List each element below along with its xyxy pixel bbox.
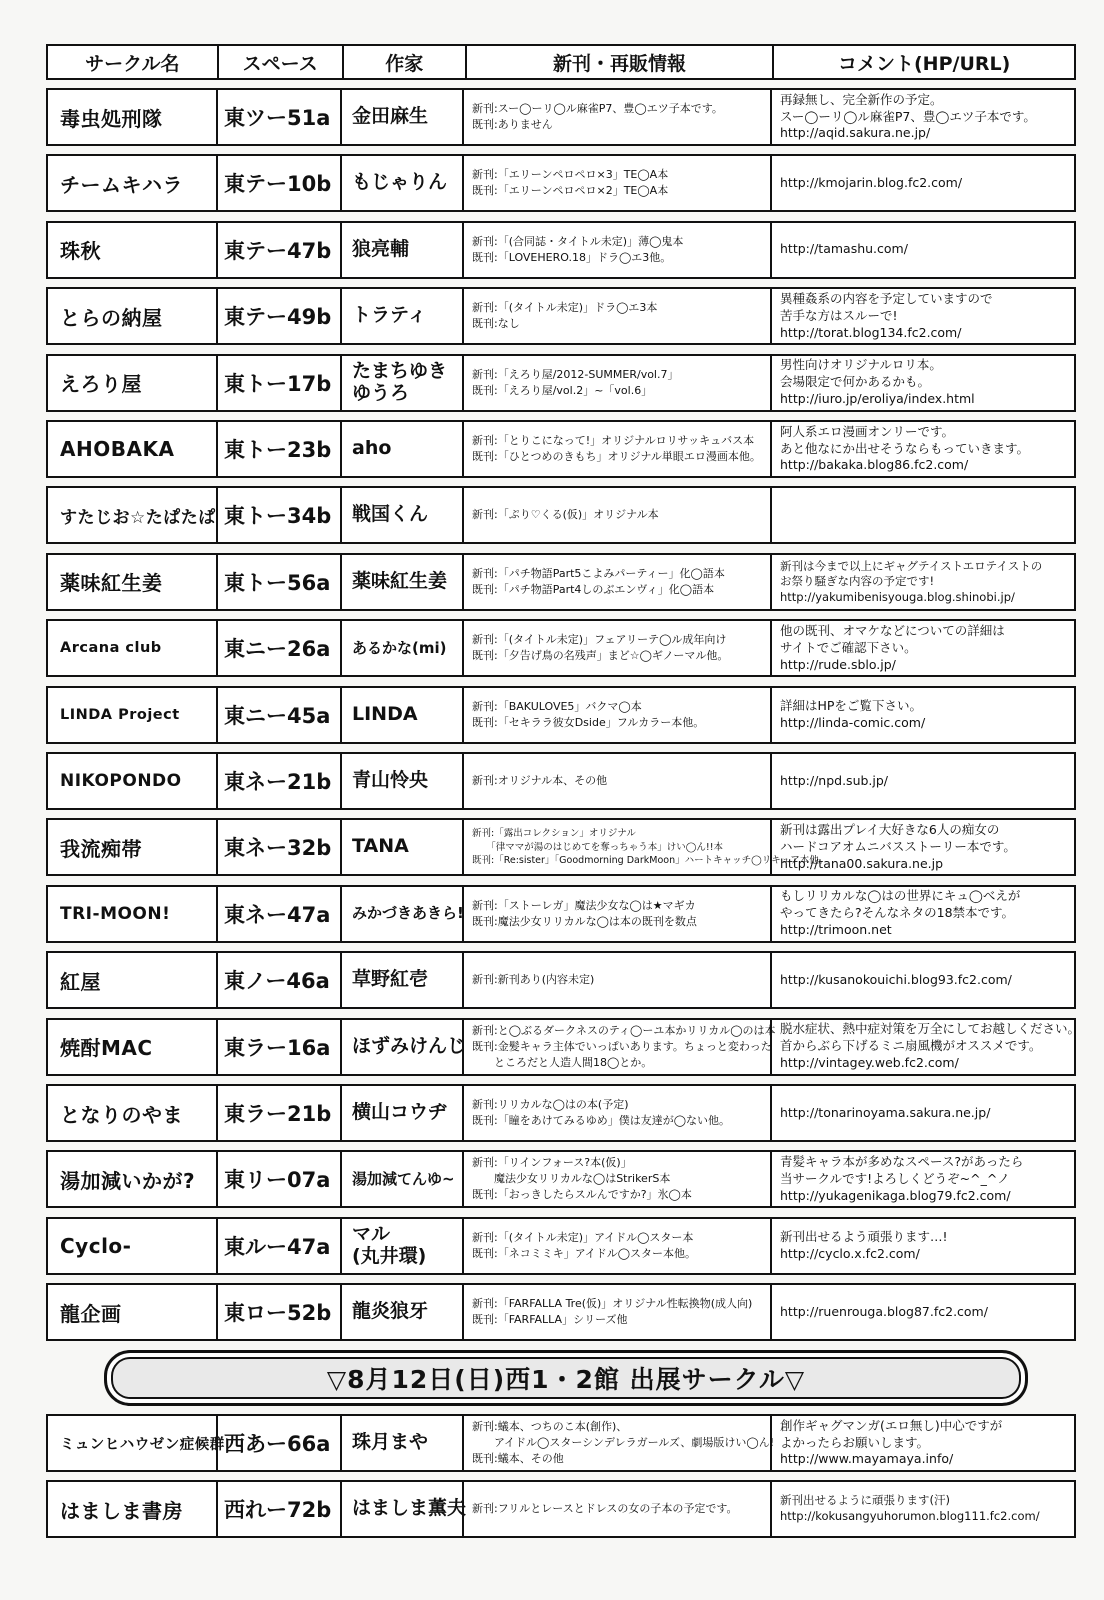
space-number: 東ネー47a [218, 887, 342, 941]
author-line: (丸井環) [352, 1244, 427, 1267]
comment-line: 新刊出せるように頑張ります(汗) [780, 1493, 950, 1508]
author-line: LINDA [352, 702, 418, 725]
west-hall-banner: ▽8月12日(日)西1・2館 出展サークル▽ [104, 1350, 1028, 1406]
author-line: あるかな(mi) [352, 638, 447, 657]
author-line: トラティ [352, 304, 427, 327]
circle-name: Cyclo- [48, 1219, 218, 1273]
comment-line: 男性向けオリジナルロリ本。 [780, 357, 942, 373]
author-line: 草野紅壱 [352, 968, 429, 991]
table-row [46, 154, 1076, 212]
comment-line: http://bakaka.blog86.fc2.com/ [780, 457, 969, 473]
circle-name: 我流痴帯 [48, 820, 218, 874]
release-info-line: 新刊:「エリーンペロペロ×3」TE◯A本 [472, 168, 669, 182]
release-info-line: 新刊:「(タイトル未定)」ドラ◯エ3本 [472, 301, 658, 315]
author-line: ほずみけんじ [352, 1034, 467, 1057]
author-line: 龍炎狼牙 [352, 1300, 429, 1323]
release-info-line: 既刊:「セキララ彼女Dside」フルカラー本他。 [472, 715, 705, 729]
author-name [342, 754, 464, 808]
comment-line: 創作ギャグマンガ(エロ無し)中心ですが [780, 1417, 1003, 1433]
release-info-line: 新刊:「とりこになって!」オリジナルロリサッキュバス本 [472, 434, 755, 448]
author-name [342, 621, 464, 675]
table-row [46, 88, 1076, 146]
table-row [46, 553, 1076, 611]
header-circle-name: サークル名 [48, 46, 219, 78]
release-info-line: 既刊:なし [472, 317, 520, 331]
release-info-line: 新刊:「(合同誌・タイトル未定)」薄◯鬼本 [472, 234, 684, 248]
space-number: 東トー17b [218, 356, 342, 410]
release-info [464, 1020, 776, 1074]
table-row [46, 1150, 1076, 1208]
comment-line: http://trimoon.net [780, 922, 892, 938]
release-info [464, 488, 772, 542]
release-info-line: 新刊:「ぷり♡くる(仮)」オリジナル本 [472, 508, 659, 522]
release-info-line: 既刊:「夕告げ鳥の名残声」まど☆◯ギノーマル他。 [472, 649, 729, 663]
space-number: 東ロー52b [218, 1285, 342, 1339]
release-info [464, 1219, 772, 1273]
comment-line: あと他なにか出せそうならもっていきます。 [780, 440, 1030, 456]
space-number: 東ニー26a [218, 621, 342, 675]
release-info [464, 422, 772, 476]
circle-name: えろり屋 [48, 356, 218, 410]
release-info [464, 820, 829, 874]
release-info [464, 156, 772, 210]
comment-line: http://kokusangyuhorumon.blog111.fc2.com/ [780, 1509, 1040, 1523]
release-info-line: 新刊:「露出コレクション」オリジナル [472, 827, 636, 839]
author-name [342, 289, 464, 343]
release-info-line: 新刊:リリカルな◯はの本(予定) [472, 1098, 629, 1112]
author-line: 珠月まや [352, 1431, 429, 1454]
space-number: 東ラー16a [218, 1020, 342, 1074]
comment-line: http://ruenrouga.blog87.fc2.com/ [780, 1303, 988, 1319]
comment-url [772, 356, 1074, 410]
release-info-line: 「律ママが湯のはじめてを奪っちゃう本」けい◯ん!!本 [472, 841, 723, 853]
release-info-line: 既刊:「瞳をあけてみるゆめ」僕は友達が◯ない他。 [472, 1114, 731, 1127]
release-info-line: 既刊:金髪キャラ主体でいっぱいあります。ちょっと変わった [472, 1039, 772, 1053]
comment-line: スー◯ーリ◯ル麻雀P7、豊◯エツ子本です。 [780, 108, 1036, 124]
comment-url [772, 1086, 1074, 1140]
table-row [46, 1480, 1076, 1538]
release-info [464, 1086, 772, 1140]
comment-line: http://cyclo.x.fc2.com/ [780, 1245, 920, 1261]
release-info-line: アイドル◯スターシンデレラガールズ、劇場版けい◯ん! [472, 1436, 775, 1450]
release-info [464, 887, 772, 941]
release-info-line: 新刊:「ストーレガ」魔法少女な◯は★マギカ [472, 898, 696, 912]
author-line: 青山怜央 [352, 769, 429, 792]
table-row [46, 619, 1076, 677]
comment-line: ハードコアオムニバスストーリー本です。 [780, 838, 1016, 854]
author-name [342, 356, 464, 410]
author-line: 戦国くん [352, 503, 429, 526]
release-info-line: 既刊:「ひとつめのきもち」オリジナル単眼エロ漫画本他。 [472, 450, 761, 463]
circle-name: チームキハラ [48, 156, 218, 210]
release-info-line: ところだと人造人間18◯とか。 [472, 1055, 653, 1069]
comment-line: http://tamashu.com/ [780, 241, 908, 257]
release-info-line: 新刊:「えろり屋/2012-SUMMER/vol.7」 [472, 367, 679, 381]
comment-line: 再録無し、完全新作の予定。 [780, 91, 943, 107]
table-row [46, 354, 1076, 412]
release-info-line: 既刊:「えろり屋/vol.2」~「vol.6」 [472, 383, 653, 397]
release-info-line: 新刊:「BAKULOVE5」バクマ◯本 [472, 699, 642, 713]
comment-line: 阿人系エロ漫画オンリーです。 [780, 423, 955, 439]
release-info-line: 既刊:「ネコミミキ」アイドル◯スター本他。 [472, 1246, 697, 1260]
table-row [46, 1217, 1076, 1275]
comment-url [772, 223, 1074, 277]
author-name [342, 1416, 464, 1470]
circle-name: 焼酎MAC [48, 1020, 218, 1074]
release-info-line: 新刊:スー◯ーリ◯ル麻雀P7、豊◯エツ子本です。 [472, 102, 723, 116]
comment-url [772, 1152, 1074, 1206]
comment-line: 青髪キャラ本が多めなスペース?があったら [780, 1154, 1024, 1170]
comment-line: http://yukagenikaga.blog79.fc2.com/ [780, 1187, 1011, 1203]
release-info-line: 新刊:オリジナル本、その他 [472, 774, 608, 788]
comment-line: サイトでご確認下さい。 [780, 639, 917, 655]
space-number: 西れー72b [218, 1482, 342, 1536]
release-info [464, 289, 772, 343]
circle-name: TRI-MOON! [48, 887, 218, 941]
release-info-line: 既刊:「おっきしたらスルんですか?」氷◯本 [472, 1188, 692, 1202]
circle-name: Arcana club [48, 621, 218, 675]
comment-line: 詳細はHPをご覧下さい。 [780, 697, 922, 713]
author-name [342, 688, 464, 742]
comment-line: http://tana00.sakura.ne.jp [780, 855, 944, 871]
release-info-line: 既刊:「LOVEHERO.18」ドラ◯エ3他。 [472, 250, 672, 264]
table-row [46, 221, 1076, 279]
release-info-line: 新刊:と◯ぶるダークネスのティ◯ーユ本かリリカル◯のは本 [472, 1023, 776, 1037]
release-info [464, 356, 772, 410]
author-line: マル [352, 1222, 391, 1245]
header-author: 作家 [344, 46, 467, 78]
comment-line: 他の既刊、オマケなどについての詳細は [780, 622, 1005, 638]
release-info [464, 688, 772, 742]
release-info [464, 754, 772, 808]
author-name [342, 90, 464, 144]
author-name [342, 156, 464, 210]
table-header [46, 44, 1076, 80]
release-info [464, 555, 772, 609]
space-number: 西あー66a [218, 1416, 342, 1470]
comment-line: http://linda-comic.com/ [780, 714, 926, 730]
comment-url [772, 820, 1074, 874]
comment-url [772, 1219, 1074, 1273]
author-name [342, 1285, 464, 1339]
comment-url [772, 621, 1074, 675]
comment-line: 新刊出せるよう頑張ります…! [780, 1228, 948, 1244]
comment-line: http://kmojarin.blog.fc2.com/ [780, 174, 963, 190]
table-row [46, 1084, 1076, 1142]
comment-line: やってきたら?そんなネタの18禁本です。 [780, 905, 1015, 921]
comment-line: 異種姦系の内容を予定していますので [780, 290, 993, 306]
comment-url [772, 1020, 1081, 1074]
circle-name: 毒虫処刑隊 [48, 90, 218, 144]
comment-url [772, 887, 1074, 941]
space-number: 東トー34b [218, 488, 342, 542]
release-info-line: 新刊:「リインフォース?本(仮)」 [472, 1156, 632, 1170]
author-line: もじゃりん [352, 171, 448, 194]
space-number: 東ニー45a [218, 688, 342, 742]
author-line: 湯加減てんゆ~ [352, 1169, 455, 1188]
comment-line: http://aqid.sakura.ne.jp/ [780, 125, 931, 141]
comment-line: もしリリカルな◯はの世界にキュ◯べえが [780, 888, 1021, 904]
table-row [46, 287, 1076, 345]
author-name [342, 555, 464, 609]
comment-line: 当サークルです!よろしくどうぞ~^_^ノ [780, 1170, 1010, 1186]
release-info [464, 621, 772, 675]
comment-url [772, 289, 1074, 343]
author-line: 薬味紅生姜 [352, 569, 448, 592]
release-info [464, 1285, 772, 1339]
release-info-line: 既刊:ありません [472, 118, 553, 131]
author-line: 金田麻生 [352, 105, 429, 128]
release-info-line: 既刊:魔法少女リリカルな◯は本の既刊を数点 [472, 914, 697, 928]
comment-url [772, 1416, 1074, 1470]
release-info [464, 953, 772, 1007]
author-name [342, 1152, 464, 1206]
comment-url [772, 90, 1074, 144]
header-new-release-info: 新刊・再販情報 [467, 46, 775, 78]
circle-name: ミュンヒハウゼン症候群 [48, 1416, 218, 1470]
space-number: 東ツー51a [218, 90, 342, 144]
comment-line: http://npd.sub.jp/ [780, 772, 889, 788]
space-number: 東リー07a [218, 1152, 342, 1206]
release-info-line: 新刊:新刊あり(内容未定) [472, 973, 595, 987]
comment-line: http://rude.sblo.jp/ [780, 656, 896, 672]
space-number: 東ルー47a [218, 1219, 342, 1273]
comment-line: よかったらお願いします。 [780, 1434, 930, 1450]
release-info-line: 新刊:「パチ物語Part5こよみパーティー」化◯語本 [472, 566, 725, 580]
comment-url [772, 953, 1074, 1007]
comment-line: http://www.mayamaya.info/ [780, 1451, 954, 1467]
author-line: はましま薫夫 [352, 1497, 467, 1520]
author-line: ゆうろ [352, 381, 410, 404]
release-info [464, 223, 772, 277]
release-info-line: 魔法少女リリカルな◯はStrikerS本 [472, 1172, 671, 1186]
space-number: 東トー23b [218, 422, 342, 476]
comment-line: 苦手な方はスルーで! [780, 307, 898, 323]
space-number: 東テー10b [218, 156, 342, 210]
comment-url [772, 488, 1074, 542]
comment-url [772, 555, 1074, 609]
release-info [464, 90, 772, 144]
space-number: 東ラー21b [218, 1086, 342, 1140]
circle-name: とらの納屋 [48, 289, 218, 343]
comment-url [772, 688, 1074, 742]
release-info-line: 新刊:フリルとレースとドレスの女の子本の予定です。 [472, 1502, 738, 1516]
author-name [342, 1482, 467, 1536]
comment-line: http://torat.blog134.fc2.com/ [780, 324, 962, 340]
author-line: たまちゆき [352, 359, 448, 382]
comment-url [772, 754, 1074, 808]
release-info-line: 既刊:「パチ物語Part4しのぶエンヴィ」化◯語本 [472, 582, 715, 596]
space-number: 東ネー32b [218, 820, 342, 874]
table-row [46, 1018, 1081, 1076]
table-row [46, 885, 1076, 943]
author-line: 狼亮輔 [352, 237, 410, 260]
release-info-line: 既刊:蟻本、その他 [472, 1451, 564, 1465]
author-name [342, 422, 464, 476]
release-info-line: 新刊:蟻本、つちのこ本(創作)、 [472, 1420, 628, 1434]
circle-name: すたじお☆たぱたぱ [48, 488, 218, 542]
table-row [46, 818, 1076, 876]
comment-url [772, 1482, 1074, 1536]
space-number: 東テー49b [218, 289, 342, 343]
release-info [464, 1482, 772, 1536]
author-name [342, 953, 464, 1007]
circle-name: LINDA Project [48, 688, 218, 742]
author-name [342, 488, 464, 542]
circle-name: はましま書房 [48, 1482, 218, 1536]
comment-line: http://vintagey.web.fc2.com/ [780, 1055, 959, 1071]
author-line: aho [352, 437, 392, 460]
table-row [46, 951, 1076, 1009]
space-number: 東ネー21b [218, 754, 342, 808]
author-name [342, 223, 464, 277]
comment-line: http://iuro.jp/eroliya/index.html [780, 391, 975, 407]
header-space: スペース [219, 46, 344, 78]
release-info-line: 既刊:「エリーンペロペロ×2」TE◯A本 [472, 184, 669, 198]
author-name [342, 1219, 464, 1273]
space-number: 東ノー46a [218, 953, 342, 1007]
circle-name: 龍企画 [48, 1285, 218, 1339]
comment-line: 新刊は露出プレイ大好きな6人の痴女の [780, 822, 1000, 838]
comment-url [772, 422, 1074, 476]
author-line: 横山コウヂ [352, 1101, 448, 1124]
comment-line: 会場限定で何かあるかも。 [780, 374, 931, 390]
comment-line: http://yakumibenisyouga.blog.shinobi.jp/ [780, 589, 1015, 604]
circle-name: 珠秋 [48, 223, 218, 277]
comment-line: 首からぶら下げるミニ扇風機がオススメです。 [780, 1038, 1042, 1054]
table-row [46, 1283, 1076, 1341]
release-info-line: 既刊:「FARFALLA」シリーズ他 [472, 1313, 628, 1327]
circle-name: となりのやま [48, 1086, 218, 1140]
comment-line: お祭り騒ぎな内容の予定です! [780, 574, 935, 589]
release-info-line: 新刊:「(タイトル未定)」フェアリーテ◯ル成年向け [472, 633, 727, 647]
table-row [46, 686, 1076, 744]
table-row [46, 486, 1076, 544]
release-info-line: 新刊:「FARFALLA Tre(仮)」オリジナル性転換物(成人向) [472, 1297, 753, 1311]
release-info [464, 1416, 775, 1470]
release-info-line: 新刊:「(タイトル未定)」アイドル◯スター本 [472, 1230, 694, 1244]
author-name [342, 1020, 467, 1074]
table-row [46, 752, 1076, 810]
comment-line: http://kusanokouichi.blog93.fc2.com/ [780, 971, 1012, 987]
circle-name: NIKOPONDO [48, 754, 218, 808]
circle-name: 湯加減いかが? [48, 1152, 218, 1206]
circle-name: 紅屋 [48, 953, 218, 1007]
space-number: 東テー47b [218, 223, 342, 277]
comment-line: http://tonarinoyama.sakura.ne.jp/ [780, 1104, 991, 1120]
table-row [46, 420, 1076, 478]
comment-line: 脱水症状、熱中症対策を万全にしてお越しください。 [780, 1021, 1081, 1037]
circle-name: 薬味紅生姜 [48, 555, 218, 609]
release-info-line: 既刊:「Re:sister」「Goodmorning DarkMoon」ハートキャッチ◯リキュア本他。 [472, 855, 829, 867]
comment-url [772, 156, 1074, 210]
space-number: 東トー56a [218, 555, 342, 609]
comment-url [772, 1285, 1074, 1339]
release-info [464, 1152, 772, 1206]
header-comment-url: コメント(HP/URL) [838, 52, 1011, 75]
author-line: みかづきあきら! [352, 904, 464, 923]
table-row [46, 1414, 1076, 1472]
author-name [342, 820, 464, 874]
author-name [342, 887, 464, 941]
circle-name: AHOBAKA [48, 422, 218, 476]
author-name [342, 1086, 464, 1140]
author-line: TANA [352, 835, 409, 858]
comment-line: 新刊は今まで以上にギャグテイストエロテイストの [780, 558, 1043, 573]
